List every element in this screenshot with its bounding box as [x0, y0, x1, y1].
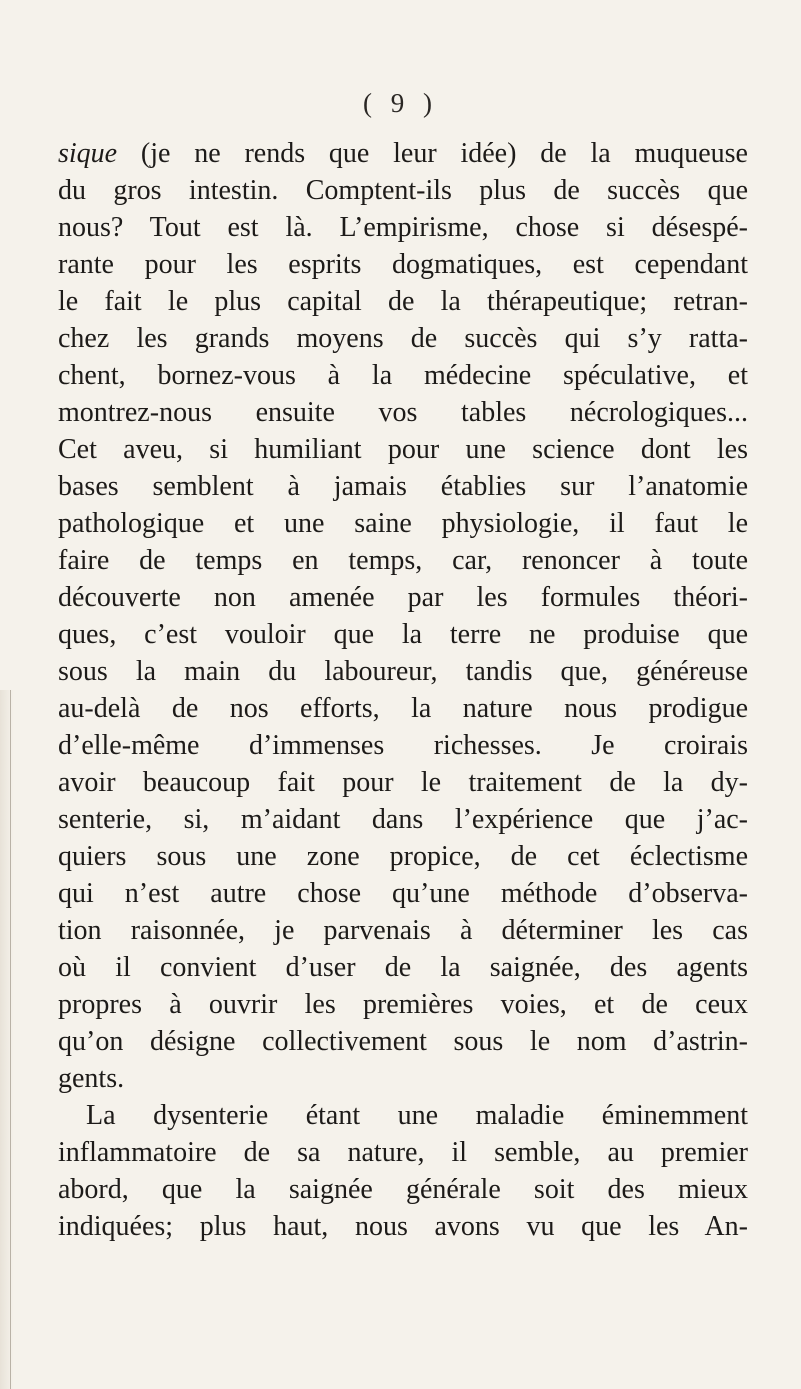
text-line: sous la main du laboureur, tandis que, généreuse [58, 656, 748, 687]
text-line: montrez-nous ensuite vos tables nécrologiques... [58, 397, 748, 428]
text-line: d’elle-même d’immenses richesses. Je croirais [58, 730, 748, 761]
text-line: chent, bornez-vous à la médecine spéculative, et [58, 360, 748, 391]
italic-word: sique [58, 138, 118, 169]
text-line: qui n’est autre chose qu’une méthode d’observa- [58, 878, 748, 909]
text-line: gents. [58, 1063, 125, 1094]
text-line: le fait le plus capital de la thérapeutique; retran- [58, 286, 748, 317]
text-line: où il convient d’user de la saignée, des agents [58, 952, 748, 983]
text-line: ques, c’est vouloir que la terre ne produise que [58, 619, 748, 650]
body-text [58, 135, 748, 1245]
text-line: qu’on désigne collectivement sous le nom d’astrin- [58, 1026, 748, 1057]
text-line: indiquées; plus haut, nous avons vu que les An- [58, 1211, 748, 1242]
text-line: du gros intestin. Comptent-ils plus de succès que [58, 175, 748, 206]
paragraph-start-line: La dysenterie étant une maladie éminemment [86, 1100, 748, 1131]
line-rest: (je ne rends que leur idée) de la muqueuse [117, 138, 748, 169]
text-line: faire de temps en temps, car, renoncer à toute [58, 545, 748, 576]
text-line: rante pour les esprits dogmatiques, est cependant [58, 249, 748, 280]
text-line: bases semblent à jamais établies sur l’anatomie [58, 471, 748, 502]
text-line: abord, que la saignée générale soit des mieux [58, 1174, 748, 1205]
text-line: au-delà de nos efforts, la nature nous prodigue [58, 693, 748, 724]
text-line: chez les grands moyens de succès qui s’y ratta- [58, 323, 748, 354]
text-line [58, 135, 748, 172]
text-line: tion raisonnée, je parvenais à déterminer les cas [58, 915, 748, 946]
text-line: nous? Tout est là. L’empirisme, chose si désespé- [58, 212, 748, 243]
text-line: inflammatoire de sa nature, il semble, au premier [58, 1137, 748, 1168]
text-line: découverte non amenée par les formules théori- [58, 582, 748, 613]
text-line: pathologique et une saine physiologie, il faut le [58, 508, 748, 539]
text-line: Cet aveu, si humiliant pour une science dont les [58, 434, 748, 465]
page-number: ( 9 ) [363, 88, 438, 118]
binding-edge-line [10, 690, 11, 1389]
text-line: quiers sous une zone propice, de cet éclectisme [58, 841, 748, 872]
text-line: propres à ouvrir les premières voies, et de ceux [58, 989, 748, 1020]
text-line: avoir beaucoup fait pour le traitement de la dy- [58, 767, 748, 798]
binding-shadow [0, 690, 14, 1389]
text-line: senterie, si, m’aidant dans l’expérience que j’ac- [58, 804, 748, 835]
